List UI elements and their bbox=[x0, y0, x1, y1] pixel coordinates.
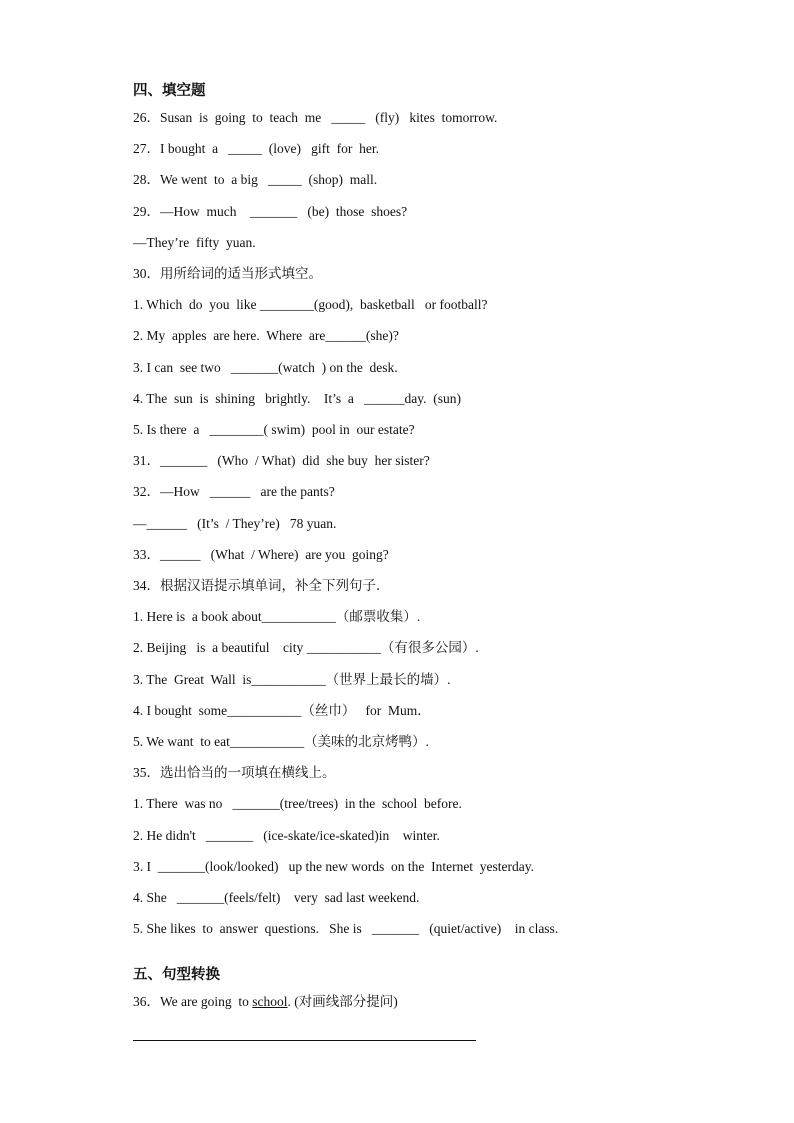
question-34-item-3: 3. The Great Wall is___________（世界上最长的墙）. bbox=[133, 672, 451, 687]
section-5-title: 五、句型转换 bbox=[133, 967, 220, 983]
question-32-answer: —______ (It’s / They’re) 78 yuan. bbox=[133, 516, 337, 531]
question-30-item-3: 3. I can see two _______(watch ) on the desk. bbox=[133, 360, 398, 375]
question-34-title: 34．根据汉语提示填单词，补全下列句子． bbox=[133, 578, 390, 593]
question-30-item-5: 5. Is there a ________( swim) pool in our estate? bbox=[133, 422, 415, 437]
question-29-answer: —They’re fifty yuan. bbox=[133, 235, 256, 250]
question-35-item-4: 4. She _______(feels/felt) very sad last weekend. bbox=[133, 890, 420, 905]
question-28: 28．We went to a big _____ (shop) mall. bbox=[133, 172, 378, 187]
question-26: 26．Susan is going to teach me _____ (fly) kites tomorrow. bbox=[133, 110, 498, 125]
question-36 bbox=[133, 993, 398, 1011]
question-30-item-2: 2. My apples are here. Where are______(she)? bbox=[133, 328, 399, 343]
question-34-item-1: 1. Here is a book about___________（邮票收集）. bbox=[133, 609, 421, 624]
question-35-item-2: 2. He didn't _______ (ice-skate/ice-skated)in winter. bbox=[133, 828, 440, 843]
question-30-item-4: 4. The sun is shining brightly. It’s a ______day. (sun) bbox=[133, 391, 461, 406]
question-29: 29．—How much _______ (be) those shoes? bbox=[133, 204, 408, 219]
question-35-title: 35．选出恰当的一项填在横线上。 bbox=[133, 765, 336, 780]
question-35-item-1: 1. There was no _______(tree/trees) in the school before. bbox=[133, 796, 462, 811]
question-35-item-5: 5. She likes to answer questions. She is _______ (quiet/active) in class. bbox=[133, 921, 559, 936]
question-30-title: 30．用所给词的适当形式填空。 bbox=[133, 266, 322, 281]
answer-writing-line[interactable] bbox=[133, 1040, 476, 1041]
question-33: 33．______ (What / Where) are you going? bbox=[133, 547, 389, 562]
question-36-suffix: . (对画线部分提问) bbox=[287, 994, 398, 1009]
question-34-item-2: 2. Beijing is a beautiful city ___________（有很多公园）. bbox=[133, 640, 479, 655]
section-4-title: 四、填空题 bbox=[133, 83, 206, 99]
question-31: 31．_______ (Who / What) did she buy her sister? bbox=[133, 453, 430, 468]
question-32: 32．—How ______ are the pants? bbox=[133, 484, 335, 499]
question-34-item-4: 4. I bought some___________（丝巾） for Mum． bbox=[133, 703, 431, 718]
question-36-prefix: 36．We are going to bbox=[133, 994, 253, 1009]
question-35-item-3: 3. I _______(look/looked) up the new words on the Internet yesterday. bbox=[133, 859, 535, 874]
question-34-item-5: 5. We want to eat___________（美味的北京烤鸭）. bbox=[133, 734, 430, 749]
question-36-underlined-word: school bbox=[252, 994, 288, 1009]
question-27: 27．I bought a _____ (love) gift for her. bbox=[133, 141, 379, 156]
question-30-item-1: 1. Which do you like ________(good), basketball or football? bbox=[133, 297, 488, 312]
